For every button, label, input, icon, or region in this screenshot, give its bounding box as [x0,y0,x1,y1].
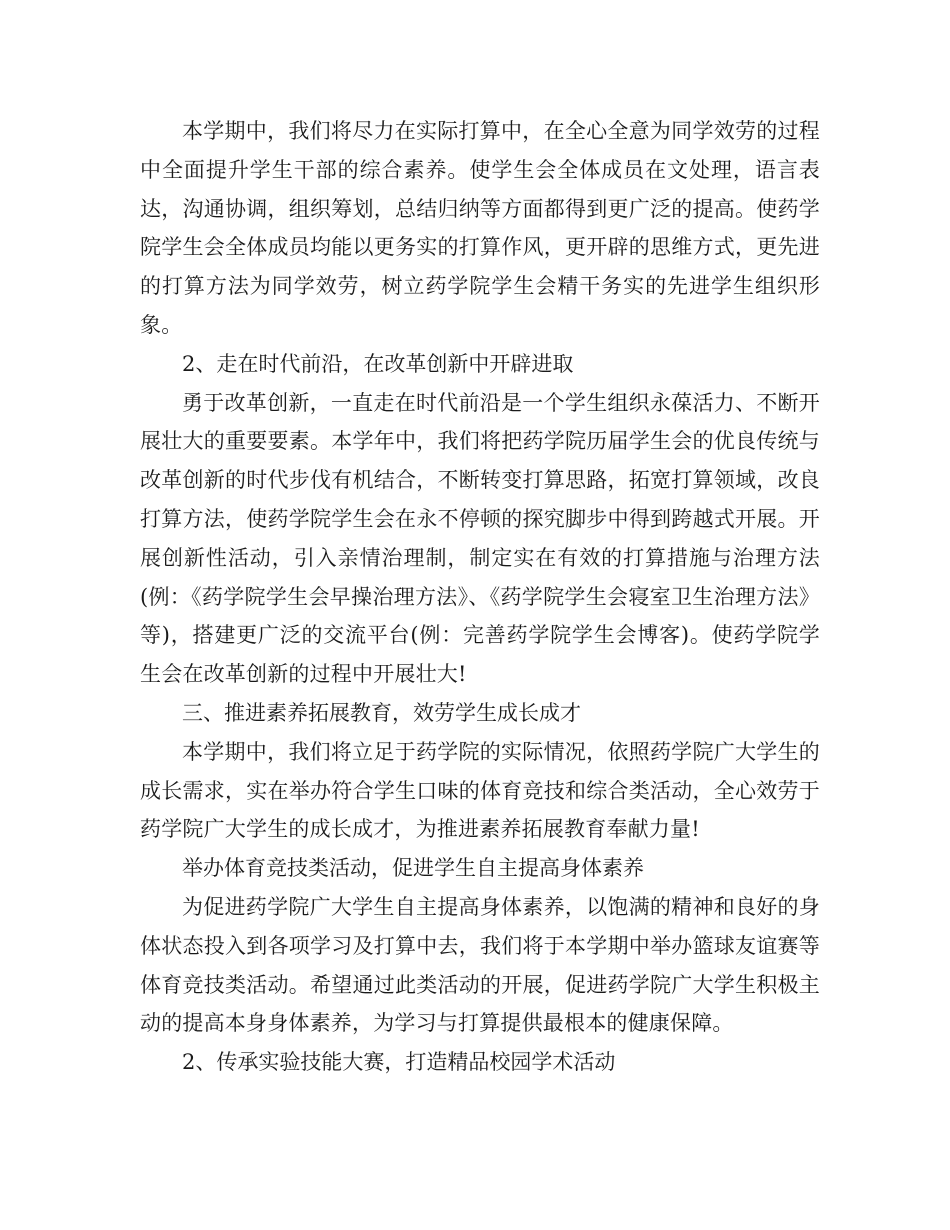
heading-reform-innovation: 2、走在时代前沿，在改革创新中开辟进取 [182,351,574,376]
heading-sports-activities: 举办体育竞技类活动，促进学生自主提高身体素养 [182,856,644,881]
heading-quality-education: 三、推进素养拓展教育，效劳学生成长成才 [182,700,581,725]
document-body [140,112,820,1082]
paragraph-reform-innovation: 勇于改革创新，一直走在时代前沿是一个学生组织永葆活力、不断开展壮大的重要要素。本学年中，我们将把药学院历届学生会的优良传统与改革创新的时代步伐有机结合，不断转变打算思路，拓宽打算领域，改良打算方法，使药学院学生会在永不停顿的探究脚步中得到跨越式开展。开展创新性活动，引入亲情治理制，制定实在有效的打算措施与治理方法(例：《药学院学生会早操治理方法》、《药学院学生会寝室卫生治理方法》等)，搭建更广泛的交流平台(例：完善药学院学生会博客)。使药学院学生会在改革创新的过程中开展壮大! [140,390,820,687]
paragraph-quality-education: 本学期中，我们将立足于药学院的实际情况，依照药学院广大学生的成长需求，实在举办符合学生口味的体育竞技和综合类活动，全心效劳于药学院广大学生的成长成才，为推进素养拓展教育奉献力量! [140,739,820,842]
heading-lab-skills-contest: 2、传承实验技能大赛，打造精品校园学术活动 [182,1050,616,1075]
paragraph-student-cadre-quality: 本学期中，我们将尽力在实际打算中，在全心全意为同学效劳的过程中全面提升学生干部的综合素养。使学生会全体成员在文处理，语言表达，沟通协调，组织筹划，总结归纳等方面都得到更广泛的提高。使药学院学生会全体成员均能以更务实的打算作风，更开辟的思维方式，更先进的打算方法为同学效劳，树立药学院学生会精干务实的先进学生组织形象。 [140,119,820,337]
paragraph-sports-activities: 为促进药学院广大学生自主提高身体素养，以饱满的精神和良好的身体状态投入到各项学习及打算中去，我们将于本学期中举办篮球友谊赛等体育竞技类活动。希望通过此类活动的开展，促进药学院广大学生积极主动的提高本身身体素养，为学习与打算提供最根本的健康保障。 [140,894,820,1036]
